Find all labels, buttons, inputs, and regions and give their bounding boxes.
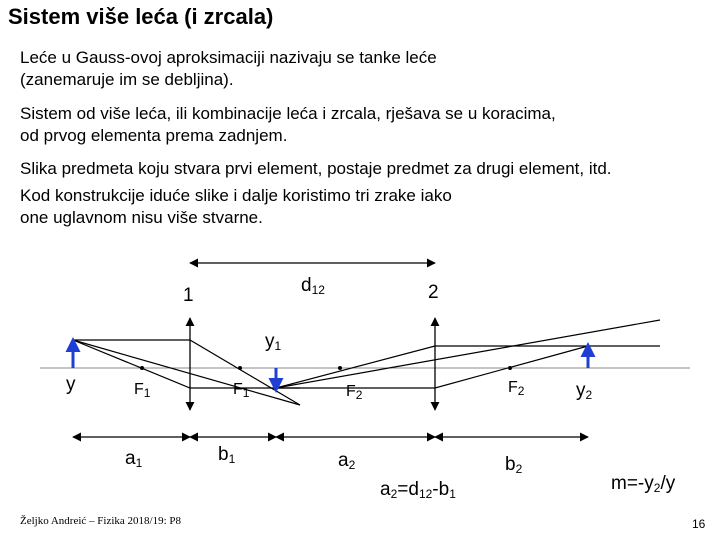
b1-label: $b_1$ [218,444,236,466]
F1-right-label: $F_1$ [233,381,250,400]
paragraph-three-rays: Kod konstrukcije iduće slike i dalje koristimo tri zrake iako one uglavnom nisu više stvarne. [20,186,452,227]
a2-label: $a_2$ [338,450,356,472]
lens-1-label: 1 [183,285,194,306]
footer-credit: Željko Andreić – Fizika 2018/19: P8 [20,515,182,527]
page-number: 16 [692,517,706,531]
paragraph-image-as-object: Slika predmeta koju stvara prvi element, postaje predmet za drugi element, itd. [20,159,612,178]
paragraph-thin-lenses: Leće u Gauss-ovoj aproksimaciji nazivaju se tanke leće (zanemaruje im se debljina). [20,48,437,89]
paragraph-system-steps: Sistem od više leća, ili kombinacije leća i zrcala, rješava se u koracima, od prvog elementa prema zadnjem. [20,104,556,145]
focal-point-F1-right [238,366,242,370]
y-label: y [66,374,76,395]
d12-label: $d_{12}$ [301,275,325,297]
y1-label: $y_1$ [265,331,282,353]
focal-point-F2-left [338,366,342,370]
slide-title: Sistem više leća (i zrcala) [8,4,274,29]
focal-point-F1-left [140,366,144,370]
F1-left-label: $F_1$ [134,381,151,400]
lens-2-label: 2 [428,282,439,303]
focal-point-F2-right [508,366,512,370]
ray-focal-lens2 [276,346,660,388]
F2-left-label: $F_2$ [346,383,363,402]
a1-label: $a_1$ [125,448,143,470]
F2-right-label: $F_2$ [508,379,525,398]
ray-center-lens2 [276,320,660,388]
a2-formula: $a_2=d_{12}-b_1$ [380,479,456,501]
b2-label: $b_2$ [505,454,523,476]
ray-parallel-lens2 [276,346,588,388]
y2-label: $y_2$ [576,380,593,402]
magnification-formula: $m=-y_2/y$ [611,473,676,495]
